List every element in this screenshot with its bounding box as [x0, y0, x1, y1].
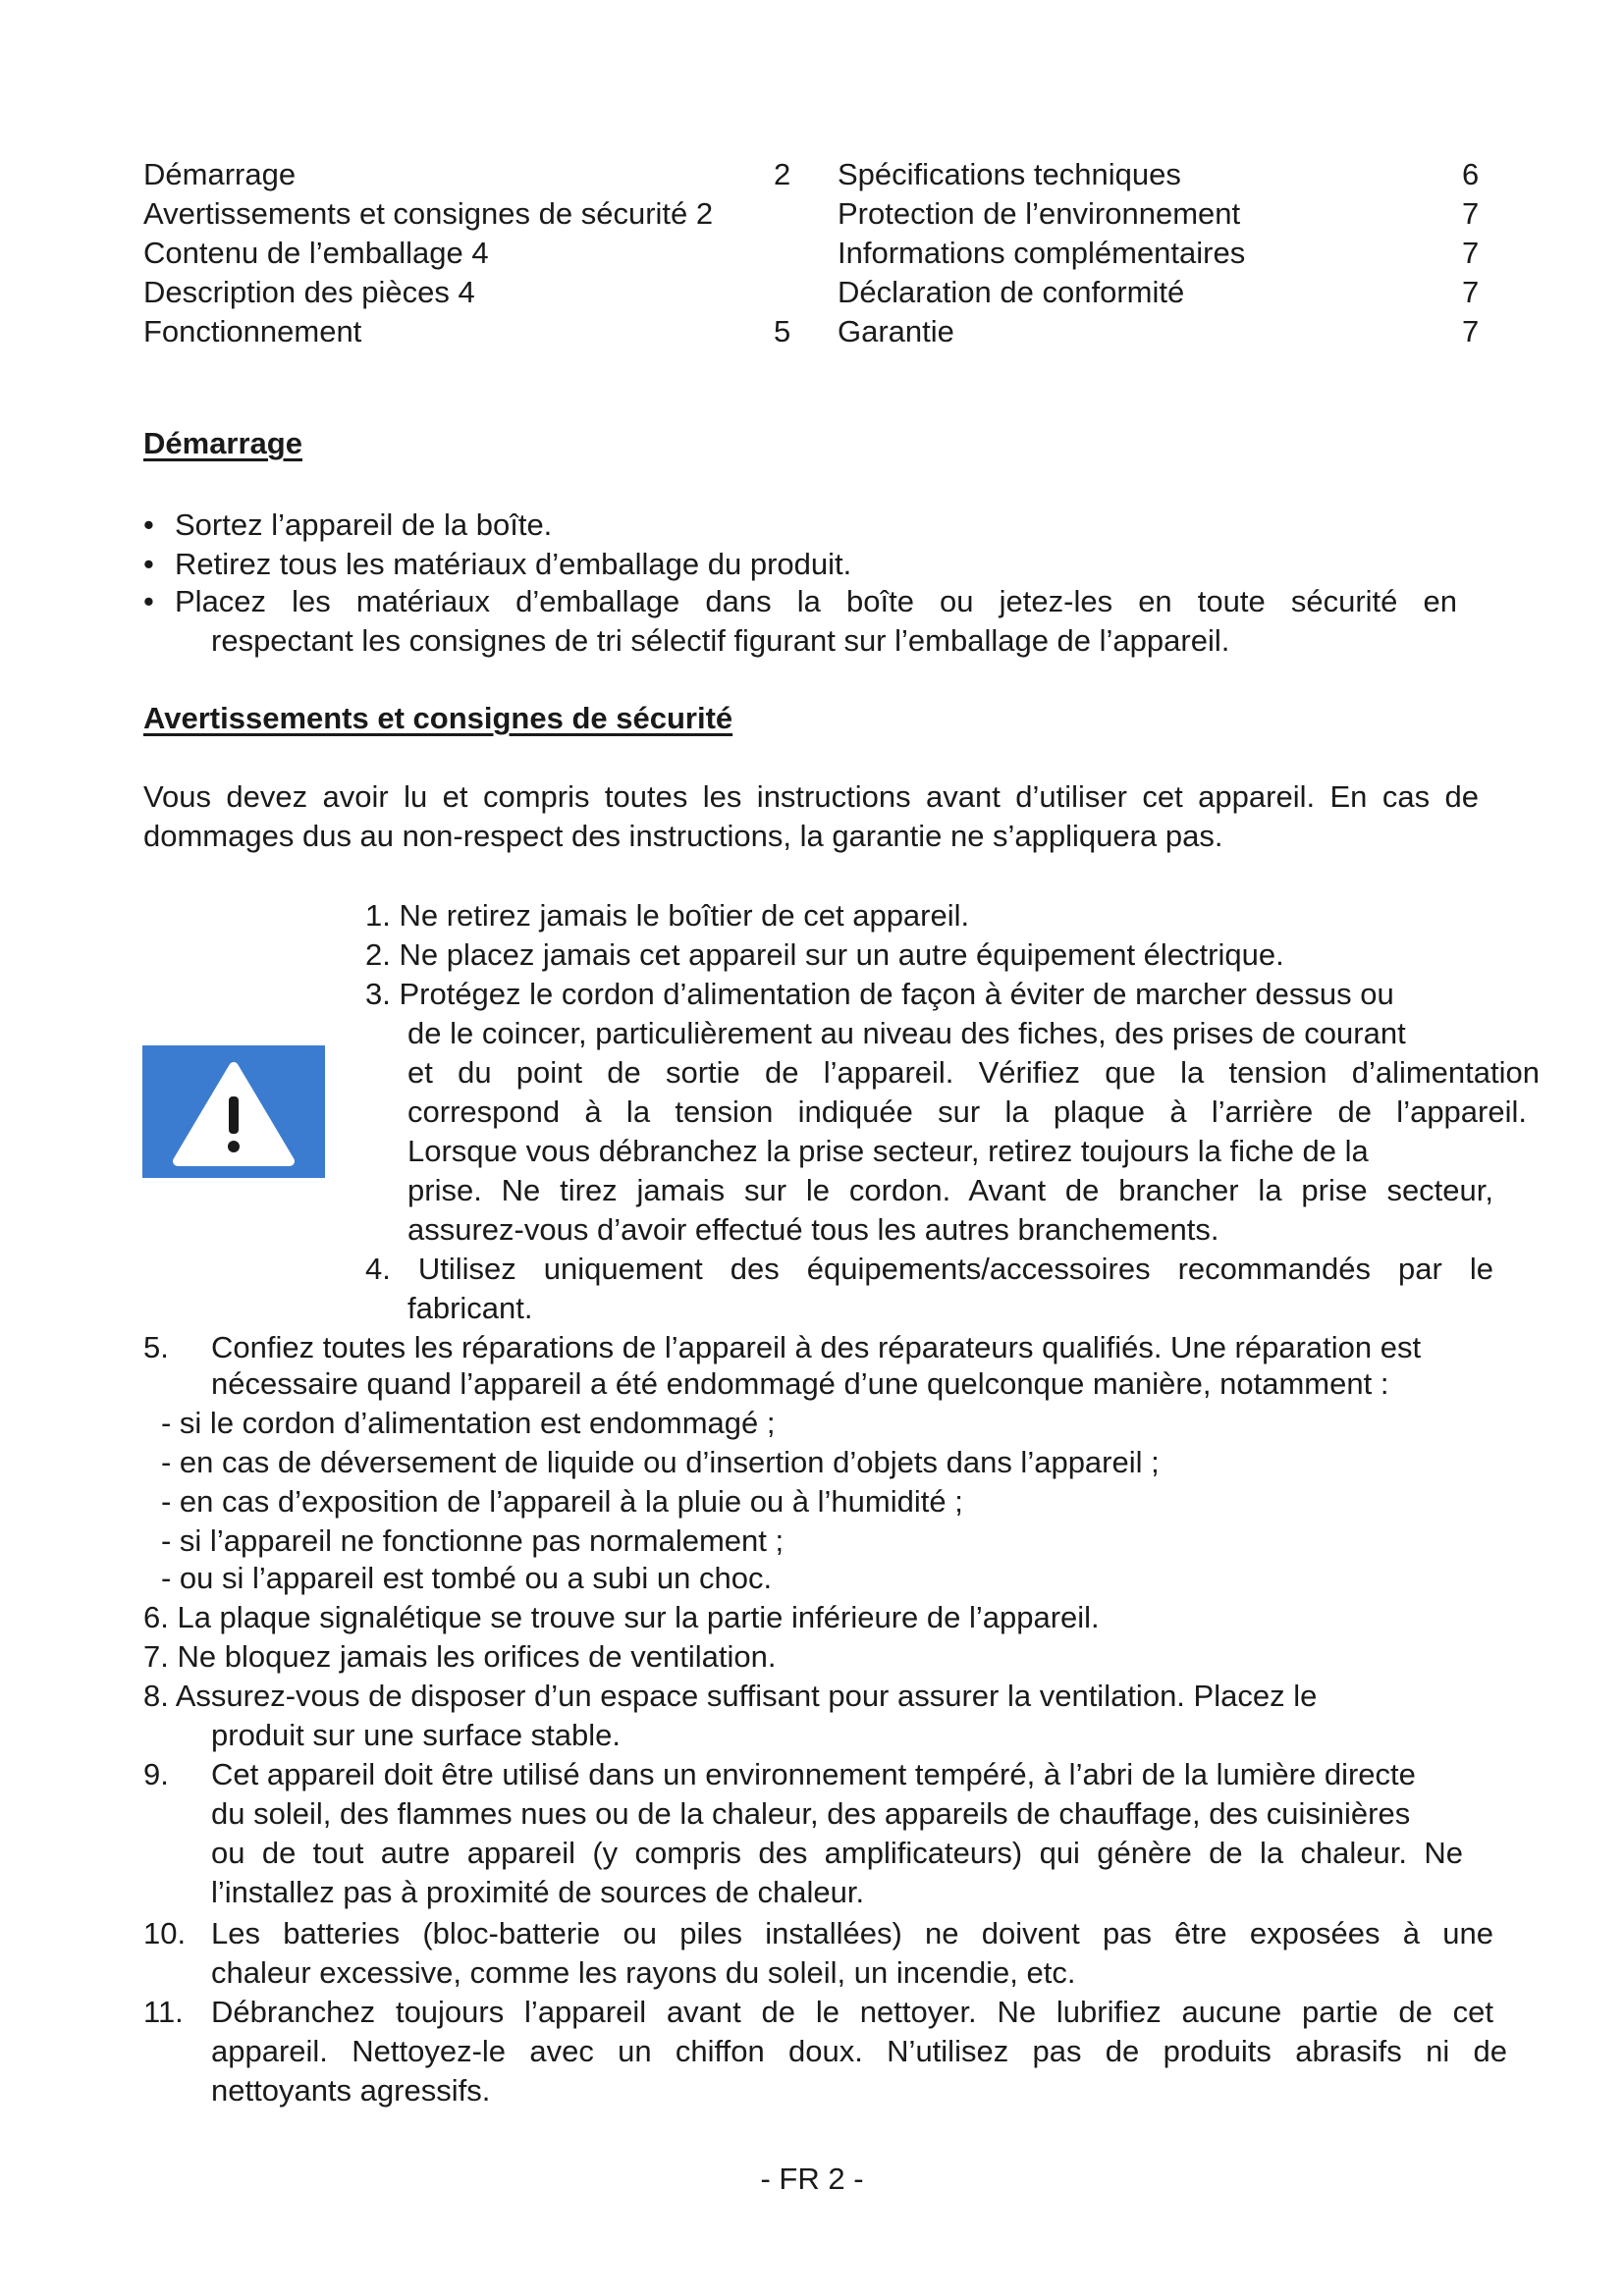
toc-entry-page: 5	[774, 314, 791, 348]
bullet-glyph: •	[143, 584, 154, 618]
safety-item-3-line: assurez-vous d’avoir effectué tous les autres branchements.	[407, 1212, 1219, 1247]
safety-item-4-line: fabricant.	[407, 1291, 533, 1325]
safety-item-8: 8. Assurez-vous de disposer d’un espace suffisant pour assurer la ventilation. Placez le	[143, 1679, 1318, 1713]
toc-entry-page: 7	[1462, 236, 1480, 270]
toc-entry-page: 7	[1462, 196, 1480, 231]
safety-item-8-line: produit sur une surface stable.	[211, 1718, 622, 1752]
safety-item-11-number: 11.	[143, 1995, 184, 2029]
safety-subitem: - ou si l’appareil est tombé ou a subi un choc.	[161, 1561, 773, 1595]
safety-item-6: 6. La plaque signalétique se trouve sur la partie inférieure de l’appareil.	[143, 1600, 1100, 1634]
bullet-glyph: •	[143, 507, 154, 542]
safety-item-3: 3. Protégez le cordon d’alimentation de façon à éviter de marcher dessus ou	[365, 977, 1394, 1011]
toc-entry	[143, 194, 801, 234]
bullet-text: Retirez tous les matériaux d’emballage du produit.	[175, 547, 852, 581]
toc-entry	[838, 155, 1495, 194]
safety-item-5: Confiez toutes les réparations de l’appareil à des réparateurs qualifiés. Une réparation est	[211, 1330, 1422, 1364]
toc-entry-label: Garantie	[838, 314, 954, 348]
safety-item-9: Cet appareil doit être utilisé dans un environnement tempéré, à l’abri de la lumière directe	[211, 1757, 1416, 1791]
safety-item-10: Les batteries (bloc-batterie ou piles installées) ne doivent pas être exposées à une	[211, 1916, 1493, 1950]
toc-entry	[838, 312, 1495, 351]
safety-item-5-number: 5.	[143, 1330, 169, 1364]
safety-item-9-line: ou de tout autre appareil (y compris des amplificateurs) qui génère de la chaleur. Ne	[211, 1836, 1463, 1870]
safety-subitem: - si le cordon d’alimentation est endommagé ;	[161, 1406, 776, 1440]
safety-item-2: 2. Ne placez jamais cet appareil sur un autre équipement électrique.	[365, 937, 1284, 972]
safety-subitem: - en cas de déversement de liquide ou d’insertion d’objets dans l’appareil ;	[161, 1445, 1160, 1479]
safety-item-4: 4. Utilisez uniquement des équipements/accessoires recommandés par le	[365, 1252, 1493, 1286]
toc-entry-label: Description des pièces 4	[143, 275, 475, 309]
warning-icon	[142, 1045, 325, 1178]
toc-entry-page: 2	[774, 157, 791, 191]
toc-entry-label: Démarrage	[143, 157, 297, 191]
toc-entry	[143, 273, 801, 312]
safety-item-3-line: et du point de sortie de l’appareil. Vérifiez que la tension d’alimentation	[407, 1055, 1540, 1090]
bullet-glyph: •	[143, 547, 154, 581]
toc-entry-label: Spécifications techniques	[838, 157, 1181, 191]
toc-entry-label: Protection de l’environnement	[838, 196, 1241, 231]
toc-entry	[143, 312, 801, 351]
safety-item-1: 1. Ne retirez jamais le boîtier de cet appareil.	[365, 898, 970, 933]
safety-item-7: 7. Ne bloquez jamais les orifices de ventilation.	[143, 1639, 777, 1674]
intro-paragraph-line: dommages dus au non-respect des instructions, la garantie ne s’appliquera pas.	[143, 819, 1223, 853]
safety-item-3-line: de le coincer, particulièrement au niveau des fiches, des prises de courant	[407, 1016, 1406, 1050]
section-heading-safety: Avertissements et consignes de sécurité	[143, 701, 733, 735]
intro-paragraph: Vous devez avoir lu et compris toutes les instructions avant d’utiliser cet appareil. En cas de	[143, 779, 1479, 814]
safety-item-11-line: nettoyants agressifs.	[211, 2073, 491, 2108]
toc-entry-label: Contenu de l’emballage 4	[143, 236, 489, 270]
toc-entry-label: Fonctionnement	[143, 314, 362, 348]
safety-subitem: - si l’appareil ne fonctionne pas normalement ;	[161, 1523, 785, 1558]
safety-item-3-line: correspond à la tension indiquée sur la plaque à l’arrière de l’appareil.	[407, 1095, 1527, 1129]
toc-entry-page: 6	[1462, 157, 1480, 191]
bullet-text: Placez les matériaux d’emballage dans la boîte ou jetez-les en toute sécurité en	[175, 584, 1457, 618]
warning-triangle-icon	[142, 1045, 325, 1178]
toc-entry-label: Déclaration de conformité	[838, 275, 1185, 309]
toc-entry-page: 7	[1462, 275, 1480, 309]
safety-item-11-line: appareil. Nettoyez-le avec un chiffon doux. N’utilisez pas de produits abrasifs ni de	[211, 2034, 1507, 2068]
toc-entry	[143, 155, 801, 194]
safety-item-10-number: 10.	[143, 1916, 187, 1950]
toc-entry	[143, 234, 801, 273]
toc-entry-label: Avertissements et consignes de sécurité 2	[143, 196, 714, 231]
page-footer: - FR 2 -	[760, 2162, 864, 2196]
safety-item-5-line: nécessaire quand l’appareil a été endommagé d’une quelconque manière, notamment :	[211, 1366, 1389, 1401]
bullet-text-continuation: respectant les consignes de tri sélectif figurant sur l’emballage de l’appareil.	[211, 623, 1230, 658]
toc-entry-page: 7	[1462, 314, 1480, 348]
safety-item-3-line: Lorsque vous débranchez la prise secteur, retirez toujours la fiche de la	[407, 1134, 1369, 1168]
toc-entry	[838, 273, 1495, 312]
safety-item-9-number: 9.	[143, 1757, 169, 1791]
toc-entry-label: Informations complémentaires	[838, 236, 1246, 270]
safety-item-9-line: du soleil, des flammes nues ou de la chaleur, des appareils de chauffage, des cuisinières	[211, 1796, 1411, 1831]
toc-entry	[838, 194, 1495, 234]
safety-item-11: Débranchez toujours l’appareil avant de le nettoyer. Ne lubrifiez aucune partie de cet	[211, 1995, 1493, 2029]
toc-entry	[838, 234, 1495, 273]
section-heading-demarrage: Démarrage	[143, 426, 302, 460]
safety-subitem: - en cas d’exposition de l’appareil à la pluie ou à l’humidité ;	[161, 1484, 963, 1519]
safety-item-10-line: chaleur excessive, comme les rayons du soleil, un incendie, etc.	[211, 1955, 1076, 1990]
safety-item-9-line: l’installez pas à proximité de sources de chaleur.	[211, 1875, 865, 1909]
safety-item-3-line: prise. Ne tirez jamais sur le cordon. Avant de brancher la prise secteur,	[407, 1173, 1493, 1207]
bullet-text: Sortez l’appareil de la boîte.	[175, 507, 553, 542]
